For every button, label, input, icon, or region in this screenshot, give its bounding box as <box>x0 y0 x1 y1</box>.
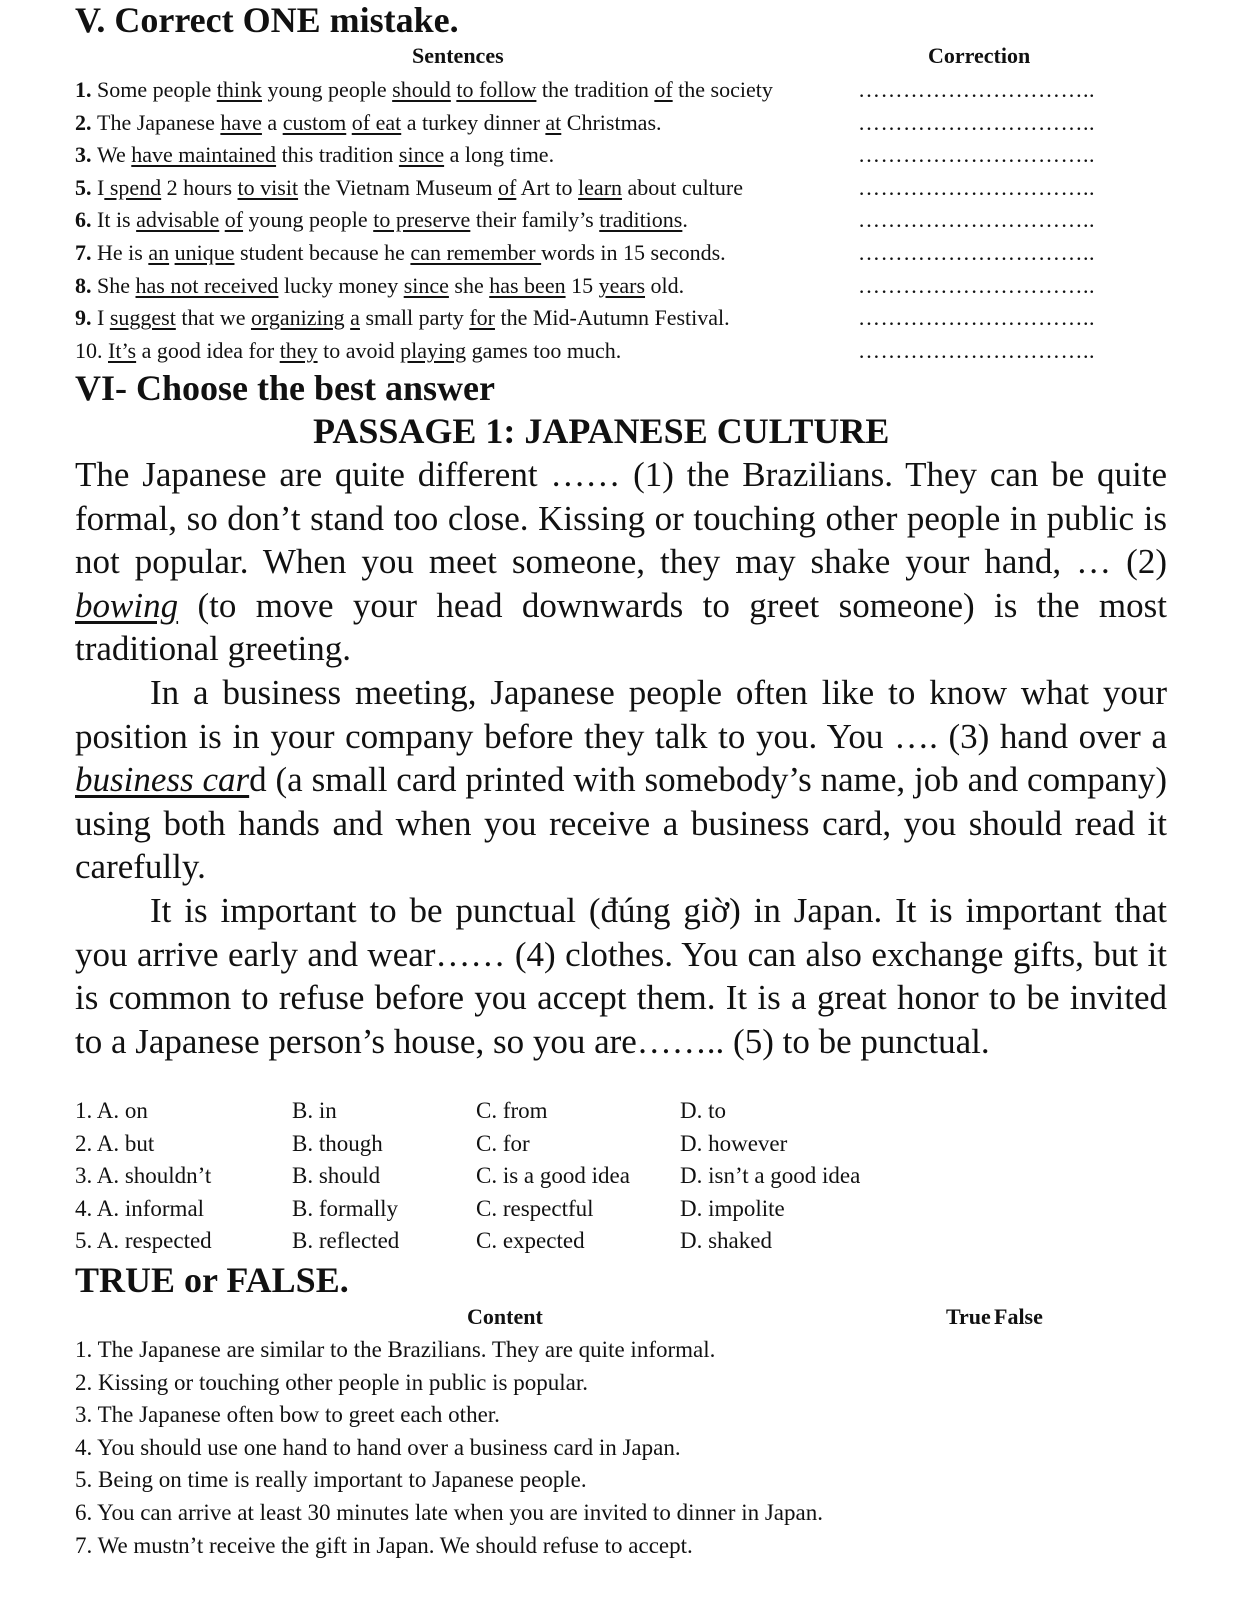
sentence-text: this tradition <box>276 142 399 168</box>
sentence-text: 15 <box>565 272 599 298</box>
underlined-word: of <box>654 77 673 102</box>
sentences-column-header: Sentences <box>412 43 504 68</box>
sentence-text: the tradition <box>536 77 655 102</box>
sentence-number: 9. <box>75 305 97 331</box>
underlined-word: since <box>398 142 445 168</box>
underlined-word: at <box>545 109 562 135</box>
sentence-number: 5. <box>75 174 97 200</box>
mistake-sentence <box>75 337 621 365</box>
underlined-word: think <box>216 77 262 102</box>
underlined-word: has been <box>489 272 566 298</box>
sentence-text: young people <box>262 77 393 102</box>
sentence-text: that we <box>175 305 251 331</box>
sentence-text: she <box>448 272 490 298</box>
passage-segment: In a business meeting, Japanese people often like to know what your position is in your company before they talk to you. You …. (3) hand over a <box>75 672 1167 756</box>
passage-segment: d (a small card printed with somebody’s name, job and company) using both hands and when you receive a business card, you should read it carefully. <box>75 760 1167 887</box>
answer-option: D. shaked <box>680 1228 772 1254</box>
correction-blank: ………………………….. <box>858 109 1095 135</box>
answer-option: D. impolite <box>680 1195 785 1221</box>
passage-paragraph <box>75 671 1167 889</box>
underlined-word: should <box>392 77 451 102</box>
true-false-heading: TRUE or FALSE. <box>75 1260 349 1300</box>
sentence-text: their family’s <box>470 207 600 233</box>
passage-paragraph <box>75 889 1167 1063</box>
correction-blank: ………………………….. <box>858 305 1095 331</box>
underlined-word: an <box>148 240 170 265</box>
answer-option: C. for <box>476 1130 530 1156</box>
mistake-sentence <box>75 304 730 332</box>
false-column-header: False <box>994 1304 1043 1329</box>
underlined-word: traditions <box>599 207 683 233</box>
answer-option: B. though <box>292 1130 383 1156</box>
content-column-header: Content <box>467 1304 543 1329</box>
underlined-word: to follow <box>456 77 537 102</box>
correction-blank: ………………………….. <box>858 337 1095 363</box>
underlined-word: have maintained <box>131 142 277 168</box>
answer-option: C. from <box>476 1098 548 1123</box>
underlined-word: playing <box>400 337 467 363</box>
answer-option: 4. A. informal <box>75 1195 205 1221</box>
true-false-statement: 5. Being on time is really important to Japanese people. <box>75 1467 587 1493</box>
sentence-text: lucky money <box>278 272 404 298</box>
sentence-number: 2. <box>75 109 97 135</box>
sentence-text: games too much. <box>466 337 622 363</box>
mistake-sentence <box>75 272 684 300</box>
sentence-text: . <box>682 207 688 233</box>
true-column-header: True <box>946 1304 991 1329</box>
answer-option: B. reflected <box>292 1228 400 1254</box>
underlined-word: of eat <box>351 109 402 135</box>
underlined-word: suggest <box>109 305 176 331</box>
answer-option: C. respectful <box>476 1195 594 1221</box>
correction-blank: ………………………….. <box>858 142 1095 168</box>
sentence-text: 2 hours <box>161 174 238 200</box>
sentence-text: old. <box>645 272 685 298</box>
correction-blank: ………………………….. <box>858 240 1095 265</box>
section-5-heading: V. Correct ONE mistake. <box>75 0 459 40</box>
answer-option: 3. A. shouldn’t <box>75 1163 212 1189</box>
sentence-text: Art to <box>516 174 579 200</box>
correction-column-header: Correction <box>928 43 1031 68</box>
underlined-word: unique <box>174 240 235 265</box>
true-false-statement: 4. You should use one hand to hand over a business card in Japan. <box>75 1434 681 1460</box>
sentence-text: young people <box>243 207 374 233</box>
sentence-number: 1. <box>75 77 97 102</box>
sentence-number: 8. <box>75 272 97 298</box>
correction-blank: ………………………….. <box>858 77 1095 102</box>
section-6-heading: VI- Choose the best answer <box>75 368 495 408</box>
underlined-word: has not received <box>135 272 279 298</box>
underlined-word: custom <box>282 109 347 135</box>
underlined-word: of <box>497 174 517 200</box>
sentence-text: the Mid-Autumn Festival. <box>494 305 730 331</box>
mistake-sentence <box>75 206 688 234</box>
sentence-text: I <box>97 305 110 331</box>
mistake-sentence <box>75 174 743 202</box>
sentence-text: small party <box>359 305 470 331</box>
sentence-text: to avoid <box>317 337 401 363</box>
emphasized-term: business car <box>75 760 250 800</box>
underlined-word: to visit <box>237 174 299 200</box>
sentence-text: Some people <box>97 77 217 102</box>
answer-option: D. however <box>680 1130 788 1156</box>
sentence-text: a turkey dinner <box>401 109 546 135</box>
mistake-sentence <box>75 76 773 104</box>
answer-option: B. in <box>292 1098 337 1123</box>
sentence-text: about culture <box>622 174 743 200</box>
sentence-text: the society <box>672 77 773 102</box>
sentence-text: words in 15 seconds. <box>541 240 726 265</box>
underlined-word: organizing <box>250 305 345 331</box>
underlined-word: spend <box>104 174 162 200</box>
answer-option: 2. A. but <box>75 1130 155 1156</box>
true-false-statement: 1. The Japanese are similar to the Brazilians. They are quite informal. <box>75 1337 716 1362</box>
underlined-word: advisable <box>136 207 220 233</box>
passage-segment: (to move your head downwards to greet someone) is the most traditional greeting. <box>75 585 1167 669</box>
correction-blank: ………………………….. <box>858 174 1095 200</box>
emphasized-term: bowing <box>75 585 179 625</box>
answer-option: D. isn’t a good idea <box>680 1163 861 1189</box>
passage-text <box>75 453 1167 1063</box>
underlined-word: since <box>403 272 449 298</box>
true-false-statement: 3. The Japanese often bow to greet each other. <box>75 1402 500 1428</box>
true-false-statement: 2. Kissing or touching other people in public is popular. <box>75 1369 588 1395</box>
sentence-text: Christmas. <box>561 109 662 135</box>
passage-title: PASSAGE 1: JAPANESE CULTURE <box>313 411 890 451</box>
underlined-word: learn <box>578 174 623 200</box>
correction-blank: ………………………….. <box>858 272 1095 298</box>
mistake-sentence <box>75 239 726 267</box>
answer-option: 1. A. on <box>75 1098 148 1123</box>
sentence-number: 6. <box>75 207 97 233</box>
passage-segment: The Japanese are quite different …… (1) the Brazilians. They can be quite formal, so don’t stand too close. Kissing or touching other people in public is not popular. When you meet someone, they may shake your hand, … (2) <box>75 455 1167 582</box>
sentence-text: a long time. <box>444 142 555 168</box>
sentence-text: We <box>97 142 132 168</box>
sentence-text: I <box>97 174 105 200</box>
passage-segment: It is important to be punctual (đúng giờ) in Japan. It is important that you arrive early and wear…… (4) clothes. You can also exchange gifts, but it is common to refuse before you accept them. It is a great honor to be invited to a Japanese person’s house, so you are…….. (5) to be punctual. <box>75 890 1167 1061</box>
answer-option: D. to <box>680 1098 726 1123</box>
answer-option: C. expected <box>476 1228 585 1254</box>
mistake-sentence <box>75 109 662 137</box>
underlined-word: for <box>469 305 495 331</box>
sentence-number: 10. <box>75 337 108 363</box>
sentence-number: 7. <box>75 240 97 265</box>
sentence-text: the Vietnam Museum <box>298 174 498 200</box>
mistake-sentence <box>75 141 554 169</box>
underlined-word: have <box>220 109 262 135</box>
sentence-text: a good idea for <box>136 337 280 363</box>
underlined-word: can remember <box>410 240 542 265</box>
true-false-statement: 7. We mustn’t receive the gift in Japan. We should refuse to accept. <box>75 1532 693 1558</box>
underlined-word: It’s <box>108 337 137 363</box>
underlined-word: of <box>224 207 244 233</box>
underlined-word: they <box>279 337 318 363</box>
sentence-text: It is <box>97 207 137 233</box>
sentence-text: She <box>97 272 136 298</box>
answer-option: B. formally <box>292 1195 399 1221</box>
answer-option: B. should <box>292 1163 381 1189</box>
answer-option: 5. A. respected <box>75 1228 212 1254</box>
answer-option: C. is a good idea <box>476 1163 630 1189</box>
sentence-number: 3. <box>75 142 97 168</box>
sentence-text: a <box>261 109 283 135</box>
true-false-statement: 6. You can arrive at least 30 minutes late when you are invited to dinner in Japan. <box>75 1500 823 1525</box>
sentence-text: The Japanese <box>97 109 221 135</box>
sentence-text: student because he <box>234 240 411 265</box>
sentence-text: He is <box>97 240 149 265</box>
underlined-word: to preserve <box>373 207 471 233</box>
correction-blank: ………………………….. <box>858 207 1095 233</box>
underlined-word: a <box>350 305 360 331</box>
passage-paragraph <box>75 453 1167 671</box>
underlined-word: years <box>598 272 646 298</box>
